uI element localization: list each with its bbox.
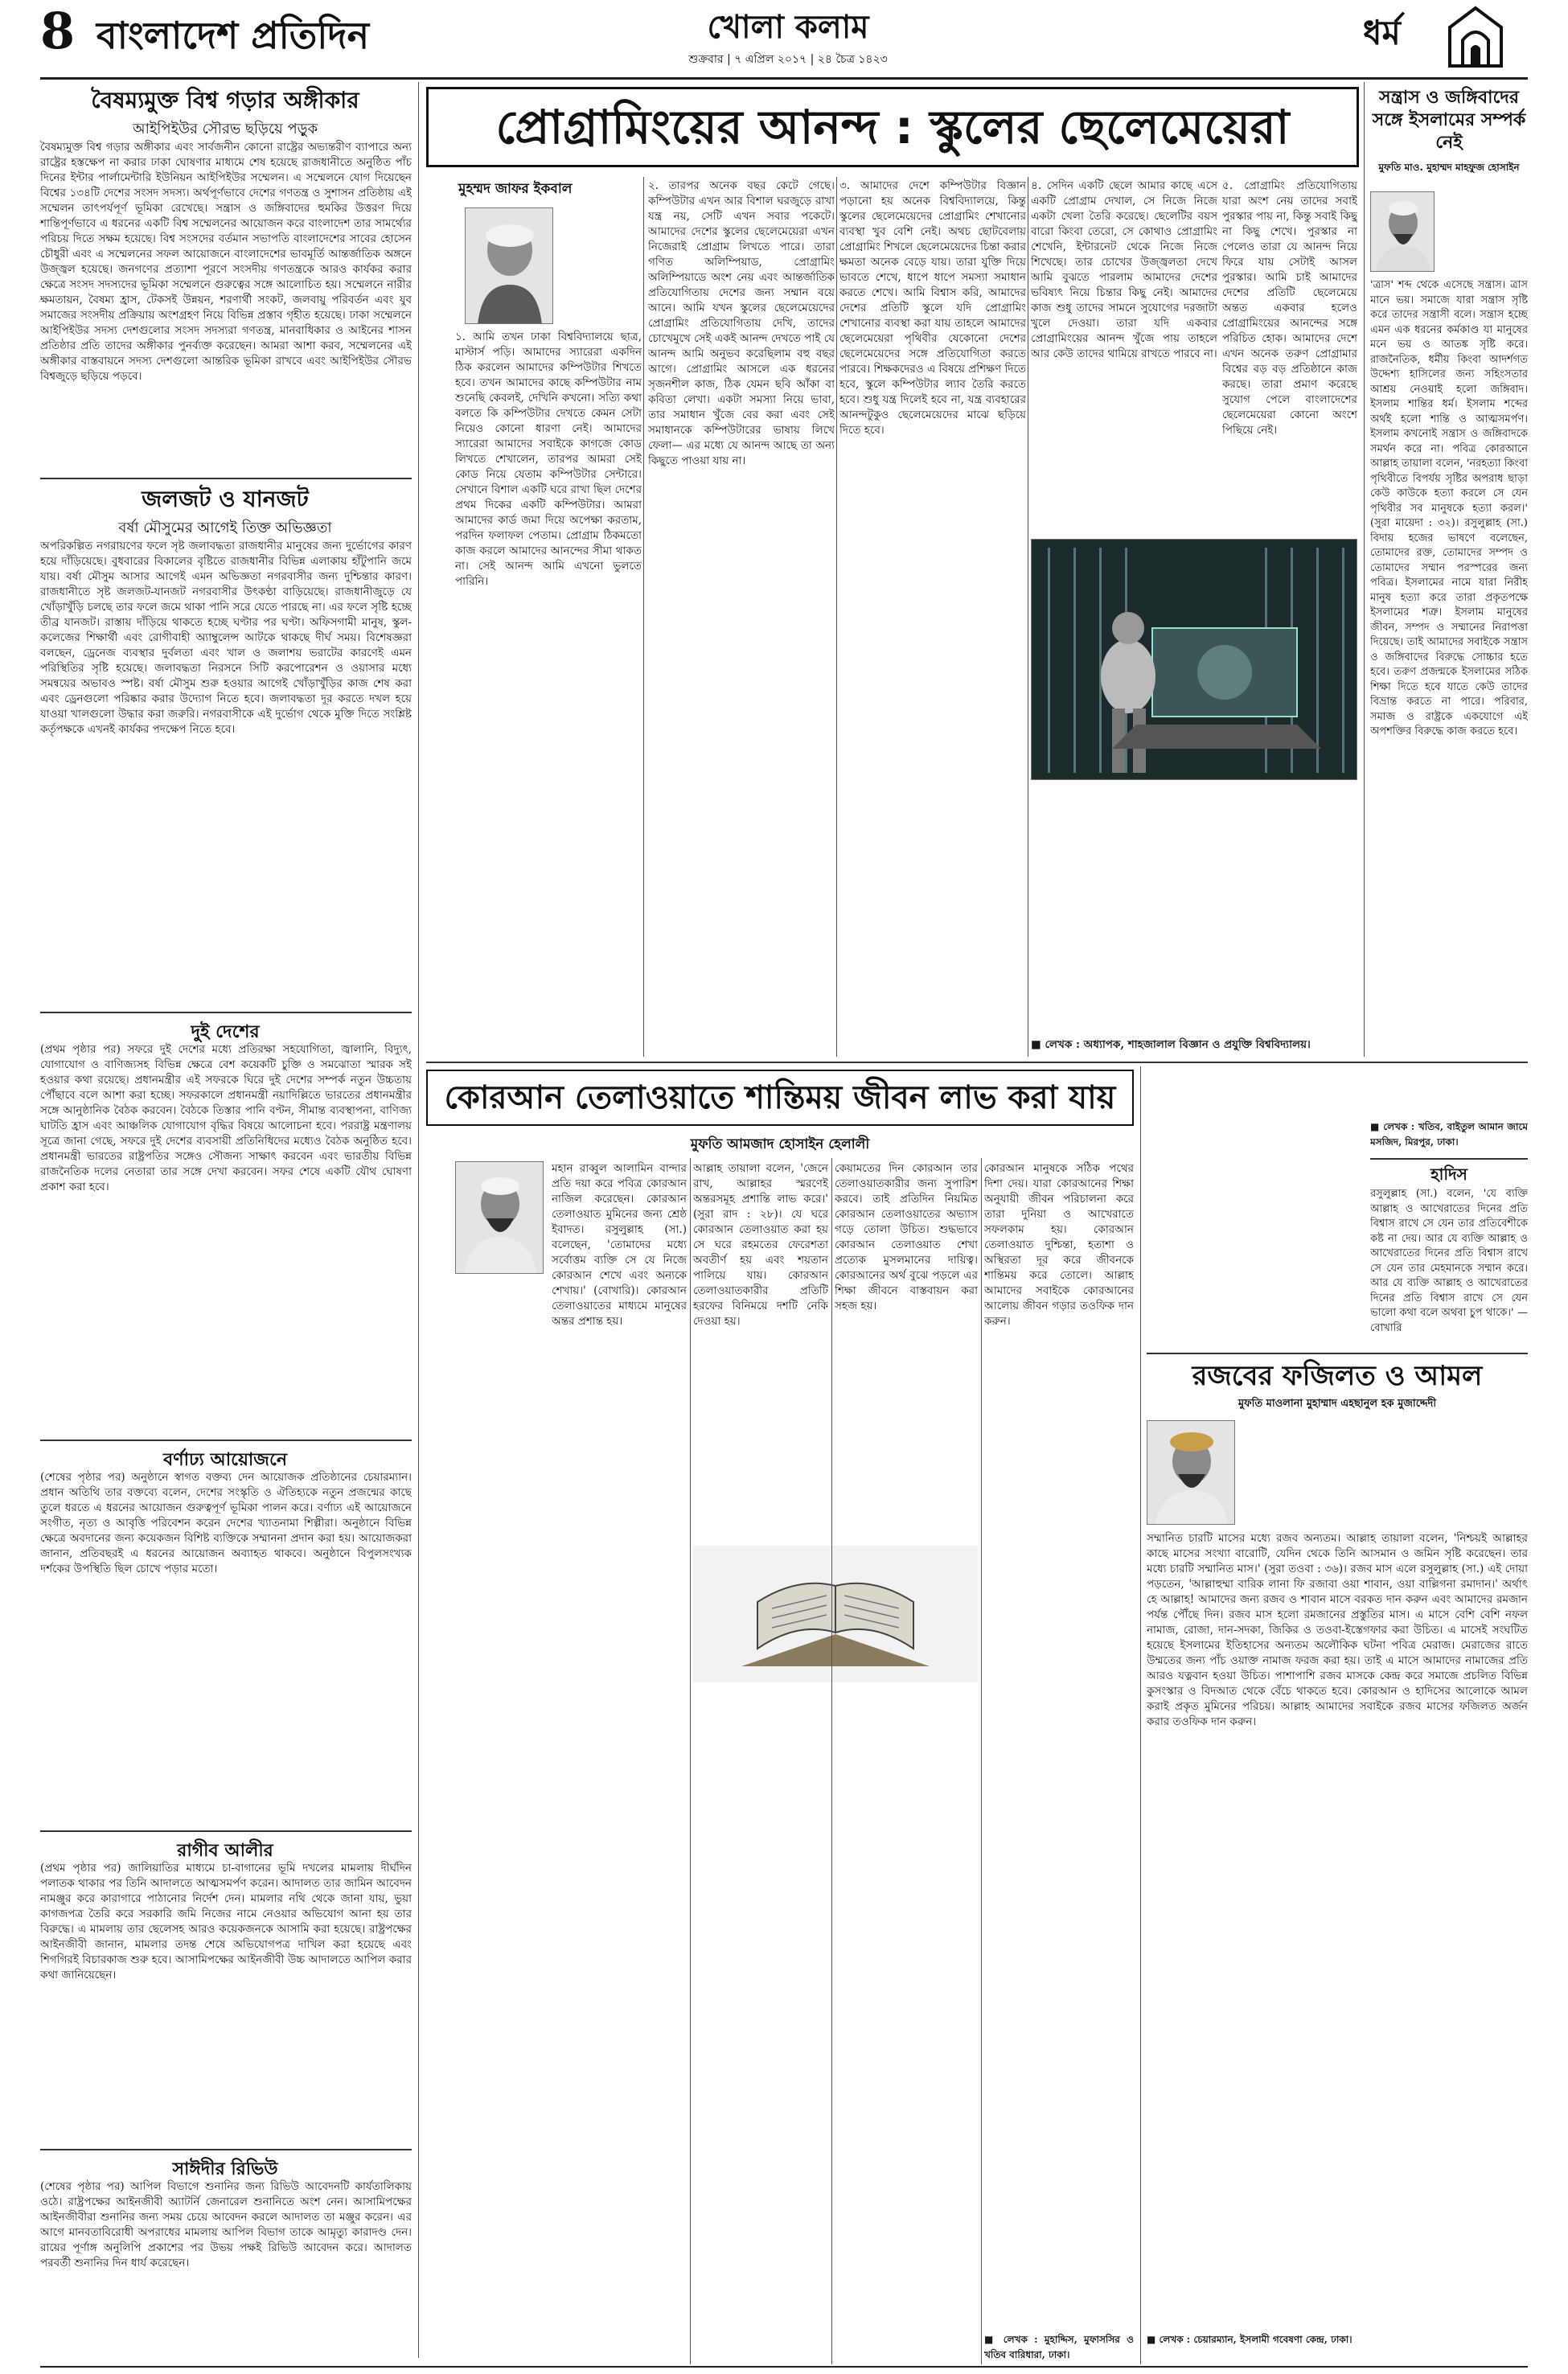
quran-article-title: কোরআন তেলাওয়াতে শান্তিময় জীবন লাভ করা যায় bbox=[426, 1070, 1134, 1126]
programming-illustration bbox=[1031, 539, 1357, 780]
quran-article-author: মুফতি আমজাদ হোসাইন হেলালী bbox=[690, 1136, 870, 1152]
article3-body: (প্রথম পৃষ্ঠার পর) সফরে দুই দেশের মধ্যে প্রতিরক্ষা সহযোগিতা, জ্বালানি, বিদ্যুৎ, যোগাযোগ ও বাণিজ্যসহ বিভিন্ন ক্ষেত্রে বেশ কয়েকটি চুক্তি ও সমঝোতা স্মারক সই হওয়ার কথা রয়েছে। প্রধানমন্ত্রীর এই সফরকে ঘিরে দুই দেশের সম্পর্ক নতুন উচ্চতায় পৌঁছাবে বলে আশা করা হচ্ছে। সফরকালে প্রধানমন্ত্রী নয়াদিল্লিতে ভারতের প্রধানমন্ত্রীর সঙ্গে আনুষ্ঠানিক বৈঠক করবেন। বৈঠকে তিস্তার পানি বণ্টন, সীমান্ত ব্যবস্থাপনা, বাণিজ্য ঘাটতি হ্রাস এবং আঞ্চলিক যোগাযোগ বৃদ্ধির বিষয়ে আলোচনা হবে। পররাষ্ট্র মন্ত্রণালয় সূত্রে জানা গেছে, সফরে দুই দেশের ব্যবসায়ী প্রতিনিধিদের মধ্যেও বৈঠক অনুষ্ঠিত হবে। প্রধানমন্ত্রী ভারতের রাষ্ট্রপতির সঙ্গেও সৌজন্য সাক্ষাৎ করবেন এবং ভারতীয় বিভিন্ন রাজনৈতিক দলের নেতারা তার সঙ্গে দেখা করবেন। সফর শেষে একটি যৌথ ঘোষণা প্রকাশ করা হবে। bbox=[40, 1043, 412, 1193]
quran-col3: কেয়ামতের দিন কোরআন তার তেলাওয়াতকারীর জন্য সুপারিশ করবে। তাই প্রতিদিন নিয়মিত কোরআন তেলাওয়াতের অভ্যাস গড়ে তোলা উচিত। শুদ্ধভাবে কোরআন তেলাওয়াত শেখা প্রত্যেক মুসলমানের দায়িত্ব। কোরআনের অর্থ বুঝে পড়লে এর শিক্ষা জীবনে বাস্তবায়ন করা সহজ হয়। bbox=[835, 1162, 978, 1312]
mosque-logo-icon bbox=[1443, 5, 1508, 69]
author-photo bbox=[465, 207, 553, 324]
rajab-author-photo bbox=[1147, 1420, 1235, 1525]
feature-col4: ৪. সেদিন একটি ছেলে আমার কাছে এসে একটি প্রোগ্রাম দেখাল, সে নিজে নিজে একটা খেলা তৈরি করেছে। ছেলেটির বয়স বারো কিংবা তেরো, সে কোথাও প্রোগ্রামিং শেখেনি, ইন্টারনেট থেকে নিজে নিজে শিখেছে। তার চোখের উজ্জ্বলতা দেখে আমি বুঝতে পারলাম আমাদের দেশের ভবিষ্যৎ নিয়ে চিন্তার কিছু নেই। আমাদের কাজ শুধু তাদের সামনে সুযোগের দরজাটা খুলে দেওয়া। তারা যদি একবার প্রোগ্রামিংয়ের আনন্দ খুঁজে পায় তাহলে আর কেউ তাদের থামিয়ে রাখতে পারবে না। bbox=[1031, 179, 1217, 360]
article6-body: (শেষের পৃষ্ঠার পর) আপিল বিভাগে শুনানির জন্য রিভিউ আবেদনটি কার্যতালিকায় ওঠে। রাষ্ট্রপক্ষের আইনজীবী অ্যাটর্নি জেনারেল শুনানিতে অংশ নেন। আসামিপক্ষের আইনজীবীরা শুনানির জন্য সময় চেয়ে আবেদন করলে আদালত তা মঞ্জুর করেন। এর আগে মানবতাবিরোধী অপরাধের মামলায় আপিল বিভাগ তাকে আমৃত্যু কারাদণ্ড দেন। রায়ের পূর্ণাঙ্গ অনুলিপি প্রকাশের পর উভয় পক্ষই রিভিউ আবেদন করে। আদালত পরবর্তী শুনানির দিন ধার্য করেছেন। bbox=[40, 2180, 412, 2269]
quran-footnote: ■ লেখক : মুহাদ্দিস, মুফাসসির ও খতিব বারিধারা, ঢাকা। bbox=[984, 2334, 1134, 2360]
article2-title: জলজট ও যানজট bbox=[142, 486, 309, 512]
quran-book-illustration bbox=[693, 1546, 978, 1682]
page-number: 8 bbox=[40, 2, 76, 60]
article2-subtitle: বর্ষা মৌসুমের আগেই তিক্ত অভিজ্ঞতা bbox=[118, 520, 332, 536]
section-title: খোলা কলাম bbox=[707, 9, 869, 46]
right-article-body: 'ত্রাস' শব্দ থেকে এসেছে সন্ত্রাস। ত্রাস মানে ভয়। সমাজে যারা সন্ত্রাস সৃষ্টি করে তাদের সন্ত্রাসী বলে। সন্ত্রাস হচ্ছে এমন এক ধরনের কর্মকাণ্ড যা মানুষের মনে ভয় ও আতঙ্ক সৃষ্টি করে। রাজনৈতিক, ধর্মীয় কিংবা আদর্শগত উদ্দেশ্য হাসিলের জন্য সহিংসতার আশ্রয় নেওয়াই হলো জঙ্গিবাদ। ইসলাম শান্তির ধর্ম। ইসলাম শব্দের অর্থই হলো শান্তি ও আত্মসমর্পণ। ইসলাম কখনোই সন্ত্রাস ও জঙ্গিবাদকে সমর্থন করে না। পবিত্র কোরআনে আল্লাহ তায়ালা বলেন, 'নরহত্যা কিংবা পৃথিবীতে বিপর্যয় সৃষ্টির অপরাধ ছাড়া কেউ কাউকে হত্যা করলে সে যেন পৃথিবীর সব মানুষকে হত্যা করল।' (সুরা মায়েদা : ৩২)। রসুলুল্লাহ (সা.) বিদায় হজের ভাষণে বলেছেন, তোমাদের রক্ত, তোমাদের সম্পদ ও তোমাদের সম্মান পরস্পরের জন্য পবিত্র। ইসলামের নামে যারা নিরীহ মানুষ হত্যা করে তারা প্রকৃতপক্ষে ইসলামের শত্রু। ইসলাম মানুষের জীবন, সম্পদ ও সম্মানের নিরাপত্তা দিয়েছে। তাই আমাদের সবাইকে সন্ত্রাস ও জঙ্গিবাদের বিরুদ্ধে সোচ্চার হতে হবে। তরুণ প্রজন্মকে ইসলামের সঠিক শিক্ষা দিতে হবে যাতে কেউ তাদের বিভ্রান্ত করতে না পারে। পরিবার, সমাজ ও রাষ্ট্রকে একযোগে এই অপশক্তির বিরুদ্ধে কাজ করতে হবে। bbox=[1370, 279, 1528, 737]
right-writer-note: ■ লেখক : খতিব, বাইতুল আমান জামে মসজিদ, মিরপুর, ঢাকা। bbox=[1370, 1121, 1528, 1148]
rajab-article-title: রজবের ফজিলত ও আমল bbox=[1192, 1360, 1483, 1392]
right-article-author: মুফতি মাও. মুহাম্মদ মাহফুজ হোসাইন bbox=[1378, 162, 1520, 173]
feature-col5: ৫. প্রোগ্রামিং প্রতিযোগিতায় যারা অংশ নেয় তাদের সবাই পুরস্কার পায় না, কিন্তু সবাই কিছু না কিছু শেখে। পুরস্কার না পেলেও তারা যে আনন্দ নিয়ে ফিরে যায় সেটাই আসল পুরস্কার। আমি চাই আমাদের দেশের প্রতিটি ছেলেমেয়ে অন্তত একবার হলেও প্রোগ্রামিংয়ের আনন্দের সঙ্গে পরিচিত হোক। আমাদের দেশে এখন অনেক তরুণ প্রোগ্রামার বিশ্বের বড় বড় প্রতিষ্ঠানে কাজ করছে। তারা প্রমাণ করেছে সুযোগ পেলে বাংলাদেশের ছেলেমেয়েরা কোনো অংশে পিছিয়ে নেই। bbox=[1222, 179, 1357, 437]
article4-body: (শেষের পৃষ্ঠার পর) অনুষ্ঠানে স্বাগত বক্তব্য দেন আয়োজক প্রতিষ্ঠানের চেয়ারম্যান। প্রধান অতিথি তার বক্তব্যে বলেন, দেশের সংস্কৃতি ও ঐতিহ্যকে নতুন প্রজন্মের কাছে তুলে ধরতে এ ধরনের আয়োজন গুরুত্বপূর্ণ ভূমিকা পালন করে। বর্ণাঢ্য এই আয়োজনে সংগীত, নৃত্য ও আবৃত্তি পরিবেশন করেন দেশের খ্যাতনামা শিল্পীরা। অনুষ্ঠানে বিভিন্ন ক্ষেত্রে অবদানের জন্য কয়েকজন বিশিষ্ট ব্যক্তিকে সম্মাননা প্রদান করা হয়। আয়োজকরা জানান, প্রতিবছরই এ ধরনের আয়োজন অব্যাহত থাকবে। অনুষ্ঠানে বিপুলসংখ্যক দর্শকের উপস্থিতি ছিল চোখে পড়ার মতো। bbox=[40, 1471, 412, 1575]
feature-col2: ২. তারপর অনেক বছর কেটে গেছে। কম্পিউটার এখন আর বিশাল ঘরজুড়ে রাখা যন্ত্র নয়, সেটি এখন সবার পকেটে। আমাদের দেশের স্কুলের ছেলেমেয়েরা এখন নিজেরাই প্রোগ্রাম লিখতে পারে। তারা গণিত অলিম্পিয়াড, প্রোগ্রামিং অলিম্পিয়াডে অংশ নেয় এবং আন্তর্জাতিক প্রতিযোগিতায় দেশের জন্য সম্মান বয়ে আনে। আমি যখন স্কুলের ছেলেমেয়েদের প্রোগ্রামিং প্রতিযোগিতায় দেখি, তাদের চোখেমুখে সেই একই আনন্দ দেখতে পাই যে আনন্দ আমি অনুভব করেছিলাম বহু বছর আগে। প্রোগ্রামিং আসলে এক ধরনের সৃজনশীল কাজ, ঠিক যেমন ছবি আঁকা বা কবিতা লেখা। একটা সমস্যা নিয়ে ভাবা, তার সমাধান খুঁজে বের করা এবং সেই সমাধানকে কম্পিউটারের ভাষায় লিখে ফেলা— এর মধ্যে যে আনন্দ আছে তা অন্য কিছুতে পাওয়া যায় না। bbox=[648, 179, 835, 467]
article5-body: (প্রথম পৃষ্ঠার পর) জালিয়াতির মাধ্যমে চা-বাগানের ভূমি দখলের মামলায় দীর্ঘদিন পলাতক থাকার পর তিনি আদালতে আত্মসমর্পণ করেন। আদালত তার জামিন আবেদন নামঞ্জুর করে কারাগারে পাঠানোর নির্দেশ দেন। মামলার নথি থেকে জানা যায়, ভুয়া কাগজপত্র তৈরি করে সরকারি জমি নিজের নামে নেওয়ার অভিযোগ আনা হয় তার বিরুদ্ধে। এ মামলায় তার ছেলেসহ আরও কয়েকজনকে আসামি করা হয়েছে। রাষ্ট্রপক্ষের আইনজীবী জানান, মামলার তদন্ত শেষে অভিযোগপত্র দাখিল করা হয়েছে এবং শিগগিরই বিচারকাজ শুরু হবে। আসামিপক্ষের আইনজীবী উচ্চ আদালতে আপিল করার কথা জানিয়েছেন। bbox=[40, 1862, 412, 1982]
article2-body: অপরিকল্পিত নগরায়ণের ফলে সৃষ্ট জলাবদ্ধতা রাজধানীর মানুষের জন্য দুর্ভোগের কারণ হয়ে দাঁড়িয়েছে। বুধবারের বিকালের বৃষ্টিতে রাজধানীর বিভিন্ন এলাকায় হাঁটুপানি জমে যায়। বর্ষা মৌসুম আসার আগেই এমন অভিজ্ঞতা নগরবাসীর জন্য দুশ্চিন্তার কারণ। রাজধানীতে সৃষ্ট জলজট-যানজট নগরবাসীর উৎকণ্ঠা বাড়িয়েছে। রাজধানীজুড়ে যে খোঁড়াখুঁড়ি চলছে তার ফলে জমে থাকা পানি সরে যেতে পারছে না। এর ফলে সৃষ্টি হচ্ছে তীব্র যানজট। রাস্তায় দাঁড়িয়ে থাকতে হচ্ছে ঘণ্টার পর ঘণ্টা। অফিসগামী মানুষ, স্কুল-কলেজের শিক্ষার্থী এবং রোগীবাহী অ্যাম্বুলেন্স আটকে থাকছে দীর্ঘ সময়। বিশেষজ্ঞরা বলছেন, ড্রেনেজ ব্যবস্থার দুর্বলতা এবং খাল ও জলাশয় ভরাটের কারণেই এমন পরিস্থিতির সৃষ্টি হয়েছে। জলাবদ্ধতা নিরসনে সিটি করপোরেশন ও ওয়াসার মধ্যে সমন্বয়ের অভাবও স্পষ্ট। বর্ষা মৌসুম শুরু হওয়ার আগেই খোঁড়াখুঁড়ির কাজ শেষ করা এবং ড্রেনগুলো পরিষ্কার করার উদ্যোগ নিতে হবে। জলাবদ্ধতা দূর করতে দখল হয়ে যাওয়া খালগুলো উদ্ধার করা জরুরি। নগরবাসীকে এই দুর্ভোগ থেকে মুক্তি দিতে সংশ্লিষ্ট কর্তৃপক্ষকে এখনই কার্যকর পদক্ষেপ নিতে হবে। bbox=[40, 540, 412, 736]
quran-col2: আল্লাহ তায়ালা বলেন, 'জেনে রাখ, আল্লাহর স্মরণেই অন্তরসমূহ প্রশান্তি লাভ করে।' (সুরা রাদ : ২৮)। যে ঘরে কোরআন তেলাওয়াত করা হয় সে ঘরে রহমতের ফেরেশতা অবতীর্ণ হয় এবং শয়তান পালিয়ে যায়। কোরআন তেলাওয়াতকারীর প্রতিটি হরফের বিনিময়ে দশটি নেকি দেওয়া হয়। bbox=[693, 1162, 828, 1328]
right-author-photo bbox=[1370, 191, 1435, 272]
feature-col3: ৩. আমাদের দেশে কম্পিউটার বিজ্ঞান পড়ানো হয় অনেক বিশ্ববিদ্যালয়ে, কিন্তু স্কুলের ছেলেমেয়েদের প্রোগ্রামিং শেখানোর ব্যবস্থা খুব বেশি নেই। অথচ ছোটবেলায় প্রোগ্রামিং শিখলে ছেলেমেয়েদের চিন্তা করার ক্ষমতা অনেক বেড়ে যায়। তারা যুক্তি দিয়ে ভাবতে শেখে, ধাপে ধাপে সমস্যা সমাধান করতে শেখে। আমি বিশ্বাস করি, আমাদের দেশের প্রতিটি স্কুলে যদি প্রোগ্রামিং শেখানোর ব্যবস্থা করা যায় তাহলে আমাদের ছেলেমেয়েরা পৃথিবীর যেকোনো দেশের ছেলেমেয়েদের সঙ্গে প্রতিযোগিতা করতে পারবে। শিক্ষকদেরও এ বিষয়ে প্রশিক্ষণ দিতে হবে, স্কুলে কম্পিউটার ল্যাব তৈরি করতে হবে। শুধু যন্ত্র দিলেই হবে না, যন্ত্র ব্যবহারের আনন্দটুকুও ছেলেমেয়েদের মাঝে ছড়িয়ে দিতে হবে। bbox=[839, 179, 1026, 437]
article6-title: সাঈদীর রিভিউ bbox=[172, 2159, 278, 2179]
feature-col1: ১. আমি তখন ঢাকা বিশ্ববিদ্যালয়ে ছাত্র, মাস্টার্স পড়ি। আমাদের স্যারেরা একদিন ঠিক করলেন আমাদের কম্পিউটার শিখতে হবে। তখন আমাদের কাছে কম্পিউটার নাম শুনেছি কেবলই, দেখিনি কখনো। সত্যি কথা বলতে কি কম্পিউটার দেখতে কেমন সেটা নিয়েও কোনো ধারণা নেই। আমাদের স্যারেরা আমাদের সবাইকে কাগজে কোড লিখতে শেখালেন, তারপর আমরা সেই কোড নিয়ে যেতাম কম্পিউটার সেন্টারে। সেখানে বিশাল একটি ঘরে রাখা ছিল দেশের প্রথম দিকের একটি কম্পিউটার। আমরা আমাদের কার্ড জমা দিয়ে অপেক্ষা করতাম, পরদিন ফলাফল পেতাম। প্রোগ্রাম ঠিকমতো কাজ করলে আমাদের আনন্দের সীমা থাকত না। সেই আনন্দ আমি এখনো ভুলতে পারিনি। bbox=[455, 331, 642, 588]
article4-title: বর্ণাঢ্য আয়োজনে bbox=[163, 1450, 287, 1470]
paper-name: বাংলাদেশ প্রতিদিন bbox=[96, 14, 370, 57]
article3-title: দুই দেশের bbox=[191, 1022, 260, 1042]
article5-title: রাগীব আলীর bbox=[177, 1841, 273, 1861]
quran-col4: কোরআন মানুষকে সঠিক পথের দিশা দেয়। যারা কোরআনের শিক্ষা অনুযায়ী জীবন পরিচালনা করে তারা দুনিয়া ও আখেরাতে সফলকাম হয়। কোরআন তেলাওয়াত দুশ্চিন্তা, হতাশা ও অস্থিরতা দূর করে জীবনকে শান্তিময় করে তোলে। আল্লাহ আমাদের সবাইকে কোরআনের আলোয় জীবন গড়ার তওফিক দান করুন। bbox=[984, 1162, 1134, 1328]
quran-author-photo bbox=[455, 1161, 544, 1274]
hadith-body: রসুলুল্লাহ (সা.) বলেন, 'যে ব্যক্তি আল্লাহ ও আখেরাতের দিনের প্রতি বিশ্বাস রাখে সে যেন তার প্রতিবেশীকে কষ্ট না দেয়। আর যে ব্যক্তি আল্লাহ ও আখেরাতের দিনের প্রতি বিশ্বাস রাখে সে যেন তার মেহমানকে সম্মান করে। আর যে ব্যক্তি আল্লাহ ও আখেরাতের দিনের প্রতি বিশ্বাস রাখে সে যেন ভালো কথা বলে অথবা চুপ থাকে।' —বোখারি bbox=[1370, 1188, 1528, 1334]
hadith-title: হাদিস bbox=[1430, 1164, 1467, 1184]
article1-title: বৈষম্যমুক্ত বিশ্ব গড়ার অঙ্গীকার bbox=[91, 87, 359, 113]
quran-col1: মহান রাব্বুল আলামিন বান্দার প্রতি দয়া করে পবিত্র কোরআন নাজিল করেছেন। কোরআন তেলাওয়াত মুমিনের জন্য শ্রেষ্ঠ ইবাদত। রসুলুল্লাহ (সা.) বলেছেন, 'তোমাদের মধ্যে সর্বোত্তম ব্যক্তি সে যে নিজে কোরআন শেখে এবং অন্যকে শেখায়।' (বোখারি)। কোরআন তেলাওয়াতের মাধ্যমে মানুষের অন্তর প্রশান্ত হয়। bbox=[552, 1162, 687, 1328]
rajab-footnote: ■ লেখক : চেয়ারম্যান, ইসলামী গবেষণা কেন্দ্র, ঢাকা। bbox=[1147, 2334, 1353, 2345]
article1-body: বৈষম্যমুক্ত বিশ্ব গড়ার অঙ্গীকার এবং সার্বজনীন কোনো রাষ্ট্রের অভ্যন্তরীণ ব্যাপারে অন্য রাষ্ট্রের হস্তক্ষেপ না করার ঢাকা ঘোষণার মাধ্যমে শেষ হয়েছে রাজধানীতে অনুষ্ঠিত পাঁচ দিনের ইন্টার পার্লামেন্টারি ইউনিয়ন আইপিইউর সম্মেলন। এ সম্মেলনে যোগ দিয়েছেন বিশ্বের ১৩৪টি দেশের সংসদ সদস্য। অর্থপূর্ণভাবে দেশের গণতন্ত্র ও সুশাসন প্রতিষ্ঠায় এই সম্মেলন তাৎপর্যপূর্ণ ভূমিকা রেখেছে। সন্ত্রাস ও জঙ্গিবাদের হুমকির উত্তরণ দিয়ে শান্তিপূর্ণভাবে এ ধরনের একটি বিশ্ব সম্মেলনের আয়োজন করে বাংলাদেশ তার সামর্থ্যের পরিচয় দিতে সক্ষম হয়েছে। বিশ্ব সংসদের বর্তমান সভাপতি বাংলাদেশের সাবের হোসেন চৌধুরী এবং এ সম্মেলনের সফল আয়োজনে বাংলাদেশের ভাবমূর্তি আন্তর্জাতিক অঙ্গনে উজ্জ্বল হয়েছে। জনগণের প্রত্যাশা পূরণে সংসদীয় গণতন্ত্রকে আরও কার্যকর করার ক্ষেত্রে সংসদ সদস্যদের ভূমিকা সম্মেলনে গুরুত্বের সঙ্গে আলোচিত হয়। সম্মেলনে নারীর ক্ষমতায়ন, বৈষম্য হ্রাস, টেকসই উন্নয়ন, শরণার্থী সংকট, জলবায়ু পরিবর্তন এবং যুব সমাজের সংসদীয় প্রক্রিয়ায় অংশগ্রহণ নিয়ে বিভিন্ন প্রস্তাব গৃহীত হয়েছে। ঢাকা সম্মেলনে আইপিইউর সদস্য দেশগুলোর সংসদ সদস্যরা গণতন্ত্র, মানবাধিকার ও আইনের শাসন প্রতিষ্ঠার প্রতি তাদের অঙ্গীকার পুনর্ব্যক্ত করেছেন। আমরা আশা করব, সম্মেলনের এই অঙ্গীকার বাস্তবায়নে সদস্য দেশগুলো আন্তরিক ভূমিকা রাখবে এবং আইপিইউর সৌরভ বিশ্বজুড়ে ছড়িয়ে পড়বে। bbox=[40, 141, 412, 383]
right-article-title: সন্ত্রাস ও জঙ্গিবাদের সঙ্গে ইসলামের সম্পর্ক নেই bbox=[1372, 88, 1526, 153]
feature-title: প্রোগ্রামিংয়ের আনন্দ : স্কুলের ছেলেমেয়েরা bbox=[426, 87, 1359, 167]
right-section-label: ধর্ম bbox=[1363, 13, 1401, 52]
rajab-article-body: সম্মানিত চারটি মাসের মধ্যে রজব অন্যতম। আল্লাহ তায়ালা বলেন, 'নিশ্চয়ই আল্লাহর কাছে মাসের সংখ্যা বারোটি, যেদিন থেকে তিনি আসমান ও জমিন সৃষ্টি করেছেন। তার মধ্যে চারটি সম্মানিত মাস।' (সুরা তওবা : ৩৬)। রজব মাস এলে রসুলুল্লাহ (সা.) এই দোয়া পড়তেন, 'আল্লাহুম্মা বারিক লানা ফি রজাবা ওয়া শাবান, ওয়া বাল্লিগনা রমাদান।' অর্থাৎ হে আল্লাহ! আমাদের জন্য রজব ও শাবান মাসে বরকত দান করুন এবং আমাদের রমজান পর্যন্ত পৌঁছে দিন। রজব মাস হলো রমজানের প্রস্তুতির মাস। এ মাসে বেশি বেশি নফল নামাজ, রোজা, দান-সদকা, জিকির ও তওবা-ইস্তেগফার করা উচিত। এ মাসেই সংঘটিত হয়েছে ইসলামের ইতিহাসের অন্যতম অলৌকিক ঘটনা পবিত্র মেরাজ। মেরাজের রাতে উম্মতের জন্য পাঁচ ওয়াক্ত নামাজ ফরজ করা হয়। তাই এ মাসে আমাদের নামাজের প্রতি আরও যত্নবান হওয়া উচিত। পাশাপাশি রজব মাসকে কেন্দ্র করে সমাজে প্রচলিত বিভিন্ন কুসংস্কার ও বিদআত থেকে বেঁচে থাকতে হবে। কোরআন ও হাদিসের আলোকে আমল করাই প্রকৃত মুমিনের পরিচয়। আল্লাহ আমাদের সবাইকে রজব মাসের ফজিলত অর্জন করার তওফিক দান করুন। bbox=[1147, 1532, 1528, 1728]
feature-footnote: ■ লেখক : অধ্যাপক, শাহজালাল বিজ্ঞান ও প্রযুক্তি বিশ্ববিদ্যালয়। bbox=[1031, 1038, 1311, 1051]
article1-subtitle: আইপিইউর সৌরভ ছড়িয়ে পড়ুক bbox=[132, 121, 318, 138]
date-line: শুক্রবার | ৭ এপ্রিল ২০১৭ | ২৪ চৈত্র ১৪২৩ bbox=[688, 53, 888, 66]
rajab-article-author: মুফতি মাওলানা মুহাম্মাদ এহছানুল হক মুজাদ্দেদী bbox=[1238, 1398, 1437, 1410]
feature-author: মুহম্মদ জাফর ইকবাল bbox=[458, 181, 573, 197]
